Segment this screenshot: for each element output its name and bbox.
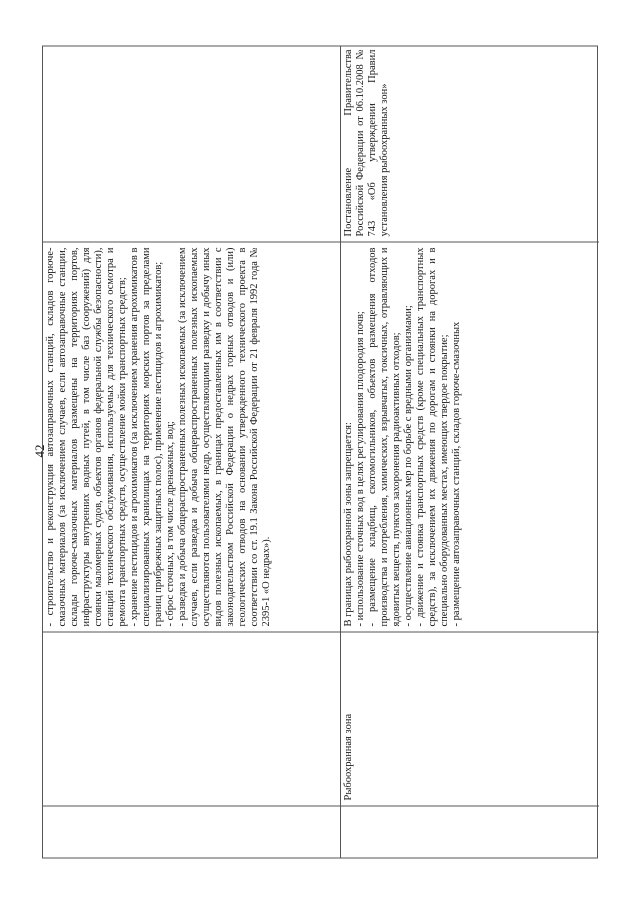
restriction-paragraph: В границах рыбоохранной зоны запрещается:: [343, 422, 354, 627]
restriction-paragraph: - сброс сточных, в том числе дренажных, вод;: [165, 421, 176, 627]
restriction-paragraph: - использование сточных вод в целях регулирования плодородия почв;: [355, 311, 366, 627]
row-number-cell: [43, 806, 340, 858]
restrictions-cell: [43, 242, 340, 632]
restriction-paragraph: - осуществление авиационных мер по борьбе с вредными организмами;: [403, 305, 414, 627]
rotated-page-content: [42, 46, 598, 859]
restriction-paragraph: - движение и стоянка транспортных средств (кроме специальных транспортных средств), за исключением их движения по дорогам и стоянки на дорогах и в специально оборудованных местах, имеющих твердое покрытие;: [415, 247, 450, 627]
zone-name-cell: Рыбоохранная зона: [341, 632, 599, 806]
row-number-cell: [341, 806, 599, 858]
restriction-paragraph: - размещение автозаправочных станций, складов горюче-смазочных: [451, 321, 462, 627]
table-row: [43, 47, 341, 858]
restriction-paragraph: - строительство и реконструкция автозаправочных станций, складов горюче-смазочных материалов (за исключением случаев, если автозаправочные станции, склады горюче-смазочных материалов размещены на территориях портов, инфраструктуры внутренних водных путей, в том числе баз (сооружений) для стоянки маломерных судов, объектов органов федеральной службы безопасности), станций технического обслуживания, используемых для технического осмотра и ремонта транспортных средств, осуществление мойки транспортных средств;: [45, 247, 128, 627]
page-number: 42: [32, 444, 47, 458]
restriction-paragraph: - размещение кладбищ, скотомогильников, объектов размещения отходов производства и потребления, химических, взрывчатых, токсичных, отравляющих и ядовитых веществ, пунктов захоронения радиоактивных отходов;: [367, 247, 402, 627]
restrictions-cell: [341, 242, 599, 632]
regulations-table: [42, 46, 598, 859]
legal-basis-cell: [43, 45, 340, 242]
zone-name-cell: [43, 632, 340, 806]
restriction-paragraph: - разведка и добыча общераспространенных полезных ископаемых (за исключением случаев, если разведка и добыча общераспространенных полезных ископаемых осуществляются пользователями недр, осуществляющими разведку и добычу иных видов полезных ископаемых, в границах предоставленных им в соответствии с законодательством Российской Федерации о недрах горных отводов и (или) геологических отводов на основании утвержденного технического проекта в соответствии со ст. 19.1 Закона Российской Федерации от 21 февраля 1992 года № 2395-1 «О недрах»).: [177, 247, 272, 627]
table-row: [341, 47, 599, 858]
restriction-paragraph: - хранение пестицидов и агрохимикатов (за исключением хранения агрохимикатов в специализированных хранилищах на территориях морских портов за пределами границ прибрежных защитных полос), применение пестицидов и агрохимикатов;: [129, 247, 164, 627]
legal-basis-cell: Постановление Правительства Российской Федерации от 06.10.2008 № 743 «Об утверждении Правил установления рыбоохранных зон»: [343, 49, 390, 237]
